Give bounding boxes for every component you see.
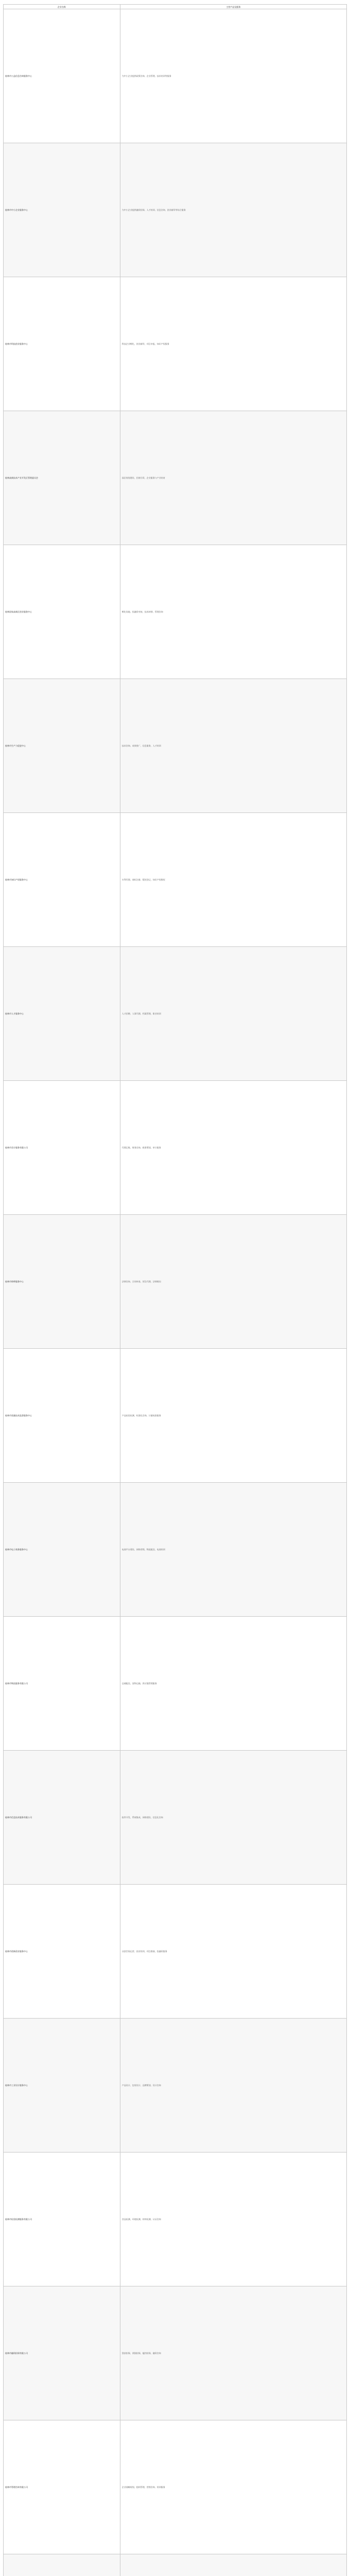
service-description-cell: 法律咨询、合同审查、诉讼代理、法律顾问 (120, 1215, 346, 1349)
service-description-cell: 人才招聘、人事代理、档案管理、职业培训 (120, 947, 346, 1081)
service-description-cell: 产品检验检测、标准化咨询、计量校准服务 (120, 1349, 346, 1483)
service-description-cell: 科技企业孵化、创业辅导、项目申报、知识产权服务 (120, 277, 346, 411)
table-body (4, 9, 347, 2576)
table-row (4, 1751, 347, 1885)
table-row (4, 9, 347, 143)
company-name-cell: 桂林市融资担保有限公司 (4, 2286, 120, 2420)
company-name-cell: 桂林市质量技术监督服务中心 (4, 1349, 120, 1483)
table-row (4, 813, 347, 947)
company-name-cell: 桂林市电子商务服务中心 (4, 1483, 120, 1617)
column-header-services: 主营产品及服务 (120, 5, 346, 9)
company-name-cell: 桂林市会计服务有限公司 (4, 1081, 120, 1215)
company-name-cell: 桂林市工业设计服务中心 (4, 2019, 120, 2153)
service-description-cell: 为中小企业提供政策咨询、企业管理、技术培训等服务 (120, 9, 346, 143)
company-name-cell: 桂林市检验检测服务有限公司 (4, 2153, 120, 2286)
service-description-cell: 专利代理、商标注册、版权登记、知识产权维权 (120, 813, 346, 947)
service-description-cell: 电商平台建设、网络营销、物流配送、电商培训 (120, 1483, 346, 1617)
company-name-cell: 桂林市管理咨询有限公司 (4, 2420, 120, 2554)
table-row (4, 143, 347, 277)
company-name-cell: 桂林国家高新区创业服务中心 (4, 545, 120, 679)
company-name-cell: 桂林市科技创业服务中心 (4, 277, 120, 411)
table-row (4, 277, 347, 411)
company-name-cell: 桂林市知识产权服务中心 (4, 813, 120, 947)
company-name-cell: 桂林市创新创业服务中心 (4, 1885, 120, 2019)
company-name-cell: 桂林市人才服务中心 (4, 947, 120, 1081)
service-description-cell: 园区规划建设、招商引资、企业服务与产业培育 (120, 411, 346, 545)
table-row (4, 2554, 347, 2576)
table-row (4, 1349, 347, 1483)
company-name-cell: 桂林高新技术产业开发区管理委员会 (4, 411, 120, 545)
company-name-cell: 桂林市信息技术服务有限公司 (4, 1751, 120, 1885)
company-name-cell: 桂林市生产力促进中心 (4, 679, 120, 813)
company-name-cell: 桂林市律师服务中心 (4, 1215, 120, 1349)
table-row (4, 947, 347, 1081)
column-header-company: 企业名称 (4, 5, 120, 9)
table-row (4, 1215, 347, 1349)
service-description-cell: 食品检测、环境检测、材料检测、认证咨询 (120, 2153, 346, 2286)
company-name-cell (4, 2554, 120, 2576)
service-description-cell: 软件开发、系统集成、网络建设、信息化咨询 (120, 1751, 346, 1885)
table-row (4, 2286, 347, 2420)
table-row (4, 2420, 347, 2554)
service-description-cell: 代理记账、财务咨询、税务筹划、审计服务 (120, 1081, 346, 1215)
company-name-cell: 桂林市物流服务有限公司 (4, 1617, 120, 1751)
table-row (4, 1885, 347, 2019)
header-row (4, 5, 347, 9)
service-provider-table (3, 4, 347, 2576)
table-row (4, 545, 347, 679)
table-row (4, 411, 347, 545)
service-description-cell: 产品设计、包装设计、品牌策划、设计咨询 (120, 2019, 346, 2153)
table-row (4, 2153, 347, 2286)
service-description-cell: 贷款担保、票据担保、履约担保、融资咨询 (120, 2286, 346, 2420)
company-name-cell: 桂林市公益信息咨询服务中心 (4, 9, 120, 143)
table-row (4, 1617, 347, 1751)
service-description-cell: 仓储配送、货物运输、供应链管理服务 (120, 1617, 346, 1751)
table-row (4, 1483, 347, 1617)
service-description-cell (120, 2554, 346, 2576)
service-description-cell: 孵化场地、投融资对接、技术转移、管理咨询 (120, 545, 346, 679)
table-row (4, 679, 347, 813)
service-description-cell: 为中小企业提供融资担保、人才培训、信息咨询、创业辅导等综合服务 (120, 143, 346, 277)
service-description-cell: 众创空间运营、创业培训、项目路演、投融资服务 (120, 1885, 346, 2019)
table-header (4, 5, 347, 9)
table-row (4, 1081, 347, 1215)
service-description-cell: 企业战略规划、组织管理、营销咨询、培训服务 (120, 2420, 346, 2554)
service-description-cell: 技术咨询、成果推广、信息服务、人才培训 (120, 679, 346, 813)
company-name-cell: 桂林市中小企业服务中心 (4, 143, 120, 277)
table-row (4, 2019, 347, 2153)
